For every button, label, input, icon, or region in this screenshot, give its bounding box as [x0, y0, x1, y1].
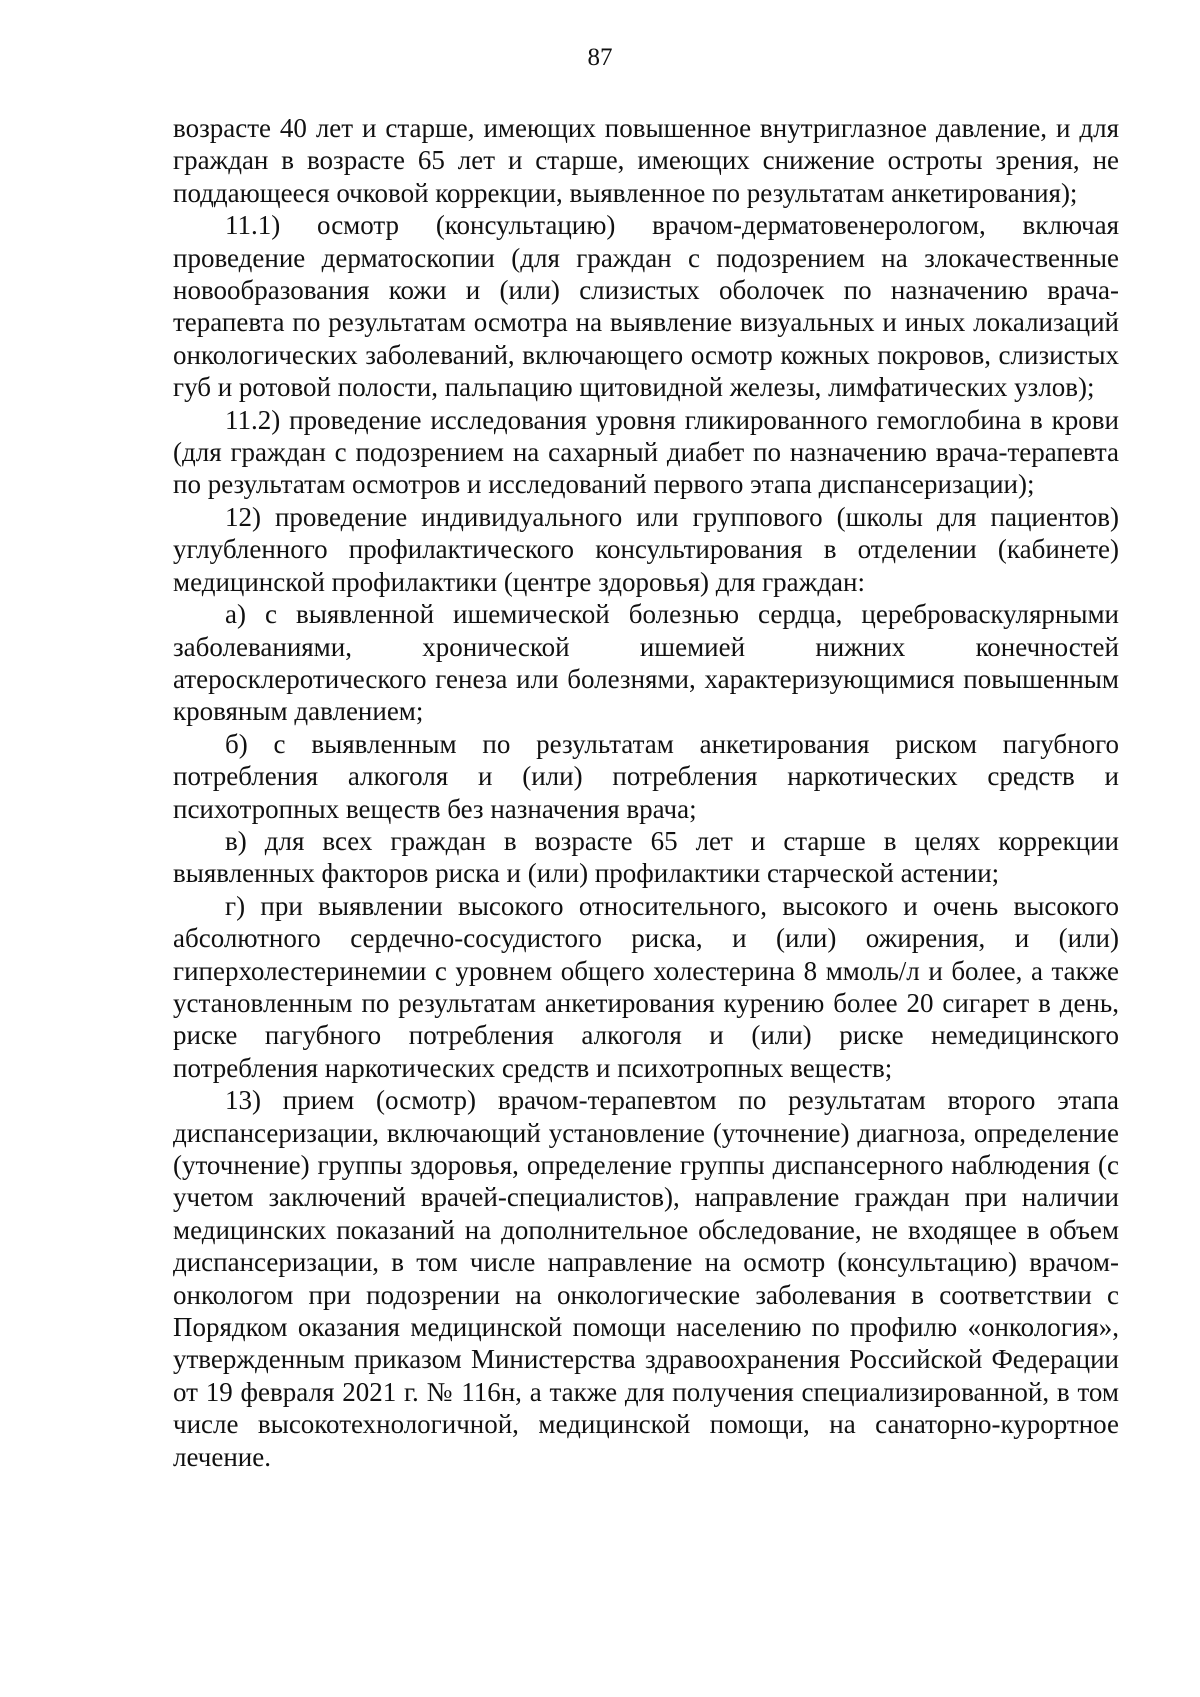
paragraph-item-11-2: 11.2) проведение исследования уровня гликированного гемоглобина в крови (для граждан с подозрением на сахарный диабет по назначению врача-терапевта по результатам осмотров и исследований первого этапа диспансеризации);: [173, 404, 1119, 500]
paragraph-subitem-g: г) при выявлении высокого относительного, высокого и очень высокого абсолютного сердечно-сосудистого риска, и (или) ожирения, и (или) гиперхолестеринемии с уровнем общего холестерина 8 ммоль/л и более, а также установленным по результатам анкетирования курению более 20 сигарет в день, риске пагубного потребления алкоголя и (или) риске немедицинского потребления наркотических средств и психотропных веществ;: [173, 890, 1119, 1083]
paragraph-subitem-a: а) с выявленной ишемической болезнью сердца, цереброваскулярными заболеваниями, хронической ишемией нижних конечностей атеросклеротического генеза или болезнями, характеризующимися повышенным кровяным давлением;: [173, 599, 1119, 727]
document-body: [173, 112, 1119, 1473]
paragraph-item-11-1: 11.1) осмотр (консультацию) врачом-дерматовенерологом, включая проведение дерматоскопии (для граждан с подозрением на злокачественные новообразования кожи и (или) слизистых оболочек по назначению врача-терапевта по результатам осмотра на выявление визуальных и иных локализаций онкологических заболеваний, включающего осмотр кожных покровов, слизистых губ и ротовой полости, пальпацию щитовидной железы, лимфатических узлов);: [173, 210, 1119, 403]
page-number: 87: [587, 44, 613, 71]
paragraph-subitem-v: в) для всех граждан в возрасте 65 лет и старше в целях коррекции выявленных факторов риска и (или) профилактики старческой астении;: [173, 825, 1119, 889]
paragraph-item-13: 13) прием (осмотр) врачом-терапевтом по результатам второго этапа диспансеризации, включающий установление (уточнение) диагноза, определение (уточнение) группы здоровья, определение группы диспансерного наблюдения (с учетом заключений врачей-специалистов), направление граждан при наличии медицинских показаний на дополнительное обследование, не входящее в объем диспансеризации, в том числе направление на осмотр (консультацию) врачом-онкологом при подозрении на онкологические заболевания в соответствии с Порядком оказания медицинской помощи населению по профилю «онкология», утвержденным приказом Министерства здравоохранения Российской Федерации от 19 февраля 2021 г. № 116н, а также для получения специализированной, в том числе высокотехнологичной, медицинской помощи, на санаторно-курортное лечение.: [173, 1085, 1119, 1472]
paragraph-continuation: возрасте 40 лет и старше, имеющих повышенное внутриглазное давление, и для граждан в возрасте 65 лет и старше, имеющих снижение остроты зрения, не поддающееся очковой коррекции, выявленное по результатам анкетирования);: [173, 113, 1119, 208]
paragraph-subitem-b: б) с выявленным по результатам анкетирования риском пагубного потребления алкоголя и (или) потребления наркотических средств и психотропных веществ без назначения врача;: [173, 728, 1119, 824]
paragraph-item-12: 12) проведение индивидуального или группового (школы для пациентов) углубленного профилактического консультирования в отделении (кабинете) медицинской профилактики (центре здоровья) для граждан:: [173, 501, 1119, 597]
